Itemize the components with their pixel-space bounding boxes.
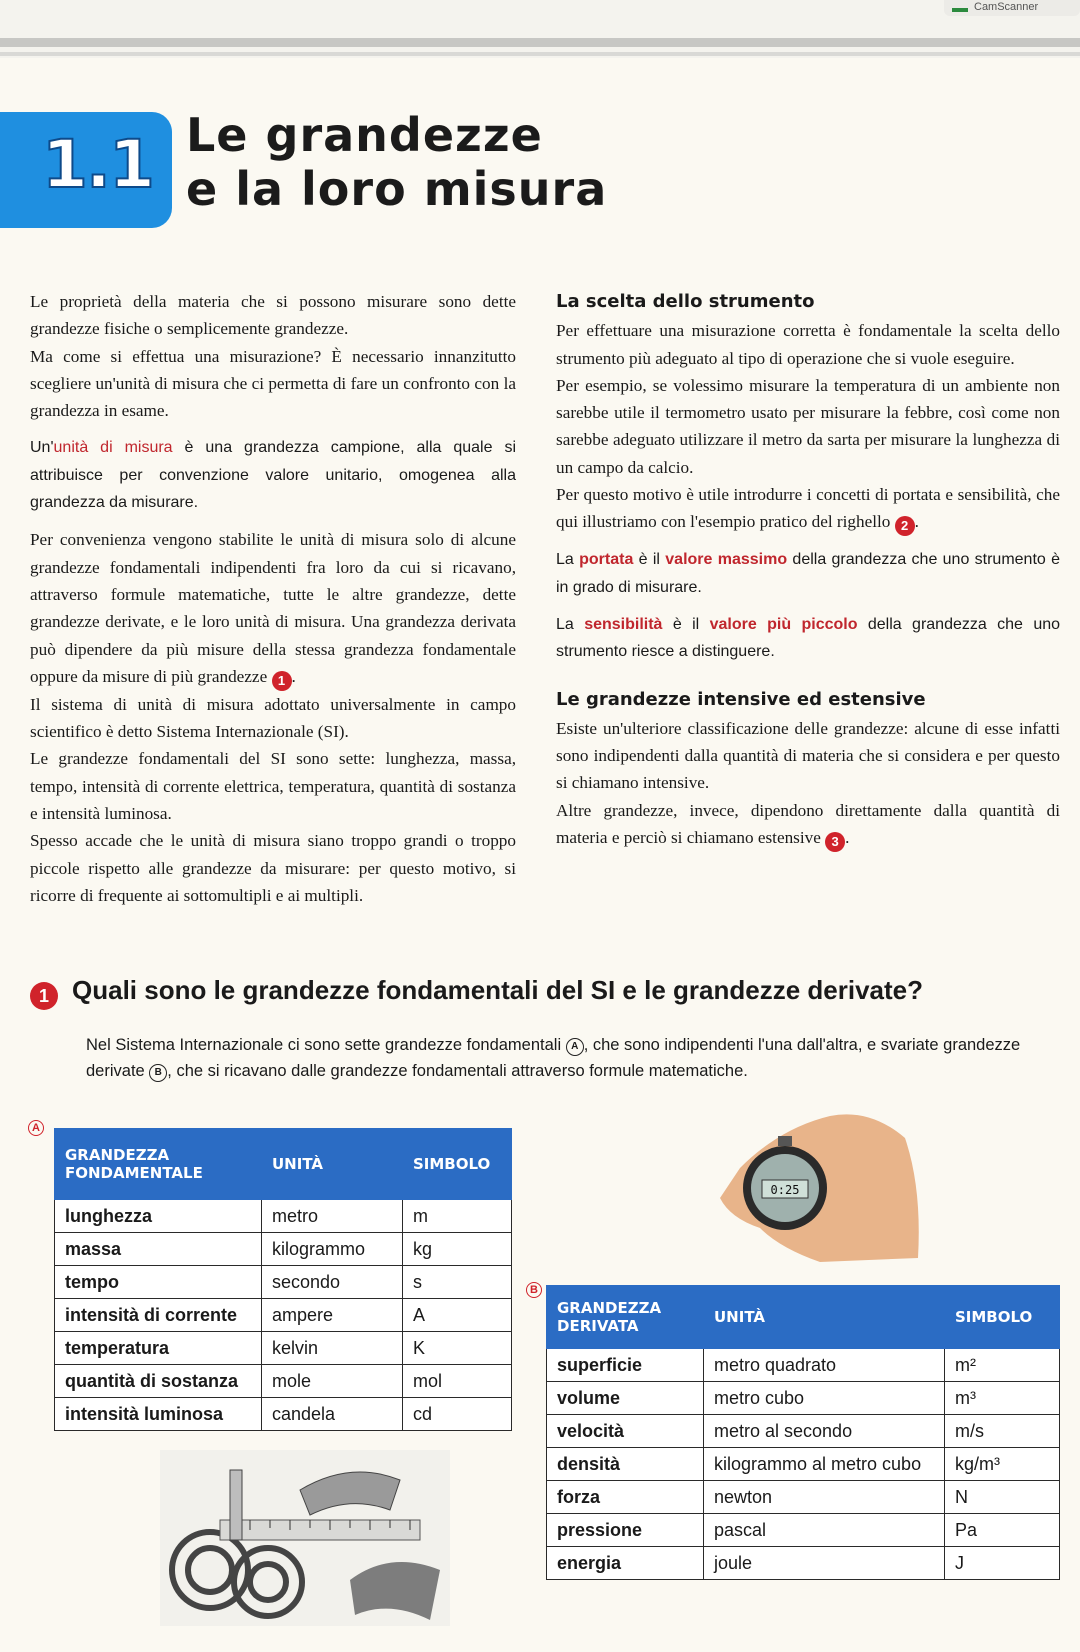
table-cell: metro [262,1200,403,1233]
table-row [55,1398,512,1431]
right-paragraph-5: Altre grandezze, invece, dipendono direttamente dalla quantità di materia e perciò si chiamano estensive 3 . [556,797,1060,852]
portata-term: portata [579,551,634,569]
table-b-header-symbol: SIMBOLO [945,1286,1060,1349]
right-paragraph-1: Per effettuare una misurazione corretta è fondamentale la scelta dello strumento più adeguato al tipo di operazione che si vuole eseguire. [556,321,1060,368]
table-cell: forza [547,1481,704,1514]
table-cell: pressione [547,1514,704,1547]
left-paragraph-3-text: Per convenienza vengono stabilite le unità di misura solo di alcune grandezze fondamentali indipendenti fra loro da cui si ricavano, attraverso formule matematiche, tutte le altre grandezze, dette grandezze derivate, e le loro unità di misura. Una grandezza derivata può dipendere da più misure della stessa grandezza fondamentale oppure da misure di più grandezze [30,530,516,686]
question-text-a: Nel Sistema Internazionale ci sono sette grandezze fondamentali [86,1036,566,1054]
table-row [547,1382,1060,1415]
sensibilita-term: sensibilità [584,615,663,633]
table-cell: m/s [945,1415,1060,1448]
portata-definition [556,546,1060,601]
table-cell: superficie [547,1349,704,1382]
marker-b: B [149,1064,167,1082]
table-cell: lunghezza [55,1200,262,1233]
portata-rest: della grandezza che uno strumento è in grado di misurare. [556,551,1061,596]
question-title: Quali sono le grandezze fondamentali del SI e le grandezze derivate? [72,975,923,1005]
table-cell: massa [55,1233,262,1266]
table-a-header-symbol: SIMBOLO [403,1129,512,1200]
table-cell: A [403,1299,512,1332]
table-cell: quantità di sostanza [55,1365,262,1398]
heading-intensive-extensive: Le grandezze intensive ed estensive [556,688,926,710]
table-row [55,1299,512,1332]
stopwatch-display-text: 0:25 [770,1183,800,1197]
heading-instrument-choice: La scelta dello strumento [556,291,815,312]
right-paragraph-2: Per esempio, se volessimo misurare la temperatura di un ambiente non sarebbe utile il termometro usato per misurare la febbre, così come non sarebbe adeguato utilizzare il metro da sarta per misurare la lunghezza di un campo da calcio. [556,375,1060,477]
table-row [55,1332,512,1365]
unit-definition [30,434,516,516]
right-paragraph-4: Esiste un'ulteriore classificazione delle grandezze: alcune di esse infatti sono indipendenti dalla quantità di materia che si considera e per questo si chiamano intensive. [556,718,1060,793]
page-edge-line-2 [0,52,1080,56]
left-paragraph-4: Il sistema di unità di misura adottato universalmente in campo scientifico è detto Sistema Internazionale (SI). [30,694,516,742]
table-b-label: B [526,1282,542,1298]
sens-mid: è il [662,615,710,633]
table-cell: newton [704,1481,945,1514]
portata-mid: è il [633,551,666,569]
figure-ref-3: 3 [825,832,845,852]
table-cell: Pa [945,1514,1060,1547]
sens-start: La [556,615,585,633]
table-row [55,1233,512,1266]
table-cell: kilogrammo [262,1233,403,1266]
stopwatch-hand-photo [700,1108,922,1262]
scanner-label: CamScanner [974,1,1039,13]
unit-definition-rest: è una grandezza campione, alla quale si attribuisce per convenzione valore unitario, omogenea alla grandezza da misurare. [30,439,517,512]
sensibilita-key: valore più piccolo [709,615,858,633]
question-number-badge: 1 [30,982,58,1010]
left-column [30,288,516,909]
chapter-number: 1.1 [42,126,153,203]
table-a-header-quantity: GRANDEZZA FONDAMENTALE [55,1129,262,1200]
scan-top-band [0,0,1080,58]
sens-rest: della grandezza che uno strumento riesce a distinguere. [556,615,1061,661]
figure-ref-2: 2 [895,516,915,536]
page-edge-line [0,38,1080,47]
sensibilita-definition [556,611,1060,666]
question-text-c: , che si ricavano dalle grandezze fondamentali attraverso formule matematiche. [167,1062,748,1080]
table-cell: m³ [945,1382,1060,1415]
right-paragraph-3-text: Per questo motivo è utile introdurre i concetti di portata e sensibilità, che qui illustriamo con l'esempio pratico del righello [556,485,1060,532]
table-cell: energia [547,1547,704,1580]
table-cell: densità [547,1448,704,1481]
figure-ref-1: 1 [272,671,292,691]
chapter-title-line1: Le grandezze [186,108,543,162]
table-cell: J [945,1547,1060,1580]
table-row [547,1448,1060,1481]
table-cell: volume [547,1382,704,1415]
question-text-b: , che sono indipendenti l'una dall'altra, e svariate grandezze derivate [86,1036,1021,1080]
table-a-header-unit: UNITÀ [262,1129,403,1200]
right-paragraph-5-text: Altre grandezze, invece, dipendono direttamente dalla quantità di materia e perciò si chiamano estensive [556,800,1060,848]
table-cell: m² [945,1349,1060,1382]
portata-key: valore massimo [665,551,788,569]
table-cell: kg [403,1233,512,1266]
table-b-header-quantity: GRANDEZZA DERIVATA [547,1286,704,1349]
table-cell: kg/m³ [945,1448,1060,1481]
table-cell: velocità [547,1415,704,1448]
chapter-title-line2: e la loro misura [186,162,608,216]
table-cell: N [945,1481,1060,1514]
caliper-bearings-photo [150,1450,450,1626]
table-a-label: A [28,1120,44,1136]
table-cell: mole [262,1365,403,1398]
table-cell: mol [403,1365,512,1398]
table-cell: ampere [262,1299,403,1332]
table-cell: secondo [262,1266,403,1299]
right-column [556,288,1060,852]
table-row [547,1547,1060,1580]
chapter-badge [0,112,172,228]
table-cell: tempo [55,1266,262,1299]
table-row [55,1200,512,1233]
table-cell: candela [262,1398,403,1431]
table-cell: temperatura [55,1332,262,1365]
table-b-header-unit: UNITÀ [704,1286,945,1349]
table-row [55,1365,512,1398]
table-row [547,1415,1060,1448]
scanner-watermark [944,0,1080,16]
table-cell: metro quadrato [704,1349,945,1382]
table-row [547,1481,1060,1514]
unit-definition-term: unità di misura [53,439,173,457]
table-cell: m [403,1200,512,1233]
portata-start: La [556,551,580,569]
table-cell: intensità di corrente [55,1299,262,1332]
question-text [86,1032,1046,1084]
right-paragraph-3: Per questo motivo è utile introdurre i concetti di portata e sensibilità, che qui illustriamo con l'esempio pratico del righello 2 . [556,481,1060,536]
table-cell: joule [704,1547,945,1580]
table-cell: K [403,1332,512,1365]
table-cell: s [403,1266,512,1299]
table-cell: metro cubo [704,1382,945,1415]
left-paragraph-1: Le proprietà della materia che si possono misurare sono dette grandezze fisiche o semplicemente grandezze. [30,292,516,339]
left-paragraph-5: Le grandezze fondamentali del SI sono sette: lunghezza, massa, tempo, intensità di corrente elettrica, temperatura, quantità di sostanza e intensità luminosa. [30,749,516,824]
table-row [547,1349,1060,1382]
unit-definition-start: Un' [30,439,54,457]
left-paragraph-3: Per convenienza vengono stabilite le unità di misura solo di alcune grandezze fondamentali indipendenti fra loro da cui si ricavano, attraverso formule matematiche, tutte le altre grandezze, dette grandezze derivate, e le loro unità di misura. Una grandezza derivata può dipendere da più misure della stessa grandezza fondamentale oppure da misure di più grandezze 1 . [30,526,516,690]
table-fundamental-quantities [54,1128,512,1431]
table-cell: intensità luminosa [55,1398,262,1431]
table-cell: kilogrammo al metro cubo [704,1448,945,1481]
caliper-jaw-icon [230,1470,242,1540]
left-paragraph-6: Spesso accade che le unità di misura siano troppo grandi o troppo piccole rispetto alle grandezze da misurare: per questo motivo, si ricorre di frequente ai sottomultipli e ai multipli. [30,831,516,905]
left-paragraph-2: Ma come si effettua una misurazione? È necessario innanzitutto scegliere un'unità di misura che ci permetta di fare un confronto con la grandezza in esame. [30,346,516,421]
marker-a: A [566,1038,584,1056]
table-row [547,1514,1060,1547]
table-cell: kelvin [262,1332,403,1365]
table-derived-quantities [546,1285,1060,1580]
stopwatch-button-icon [778,1136,792,1146]
table-cell: cd [403,1398,512,1431]
table-cell: pascal [704,1514,945,1547]
table-row [55,1266,512,1299]
table-cell: metro al secondo [704,1415,945,1448]
scanner-logo-icon [952,8,968,12]
